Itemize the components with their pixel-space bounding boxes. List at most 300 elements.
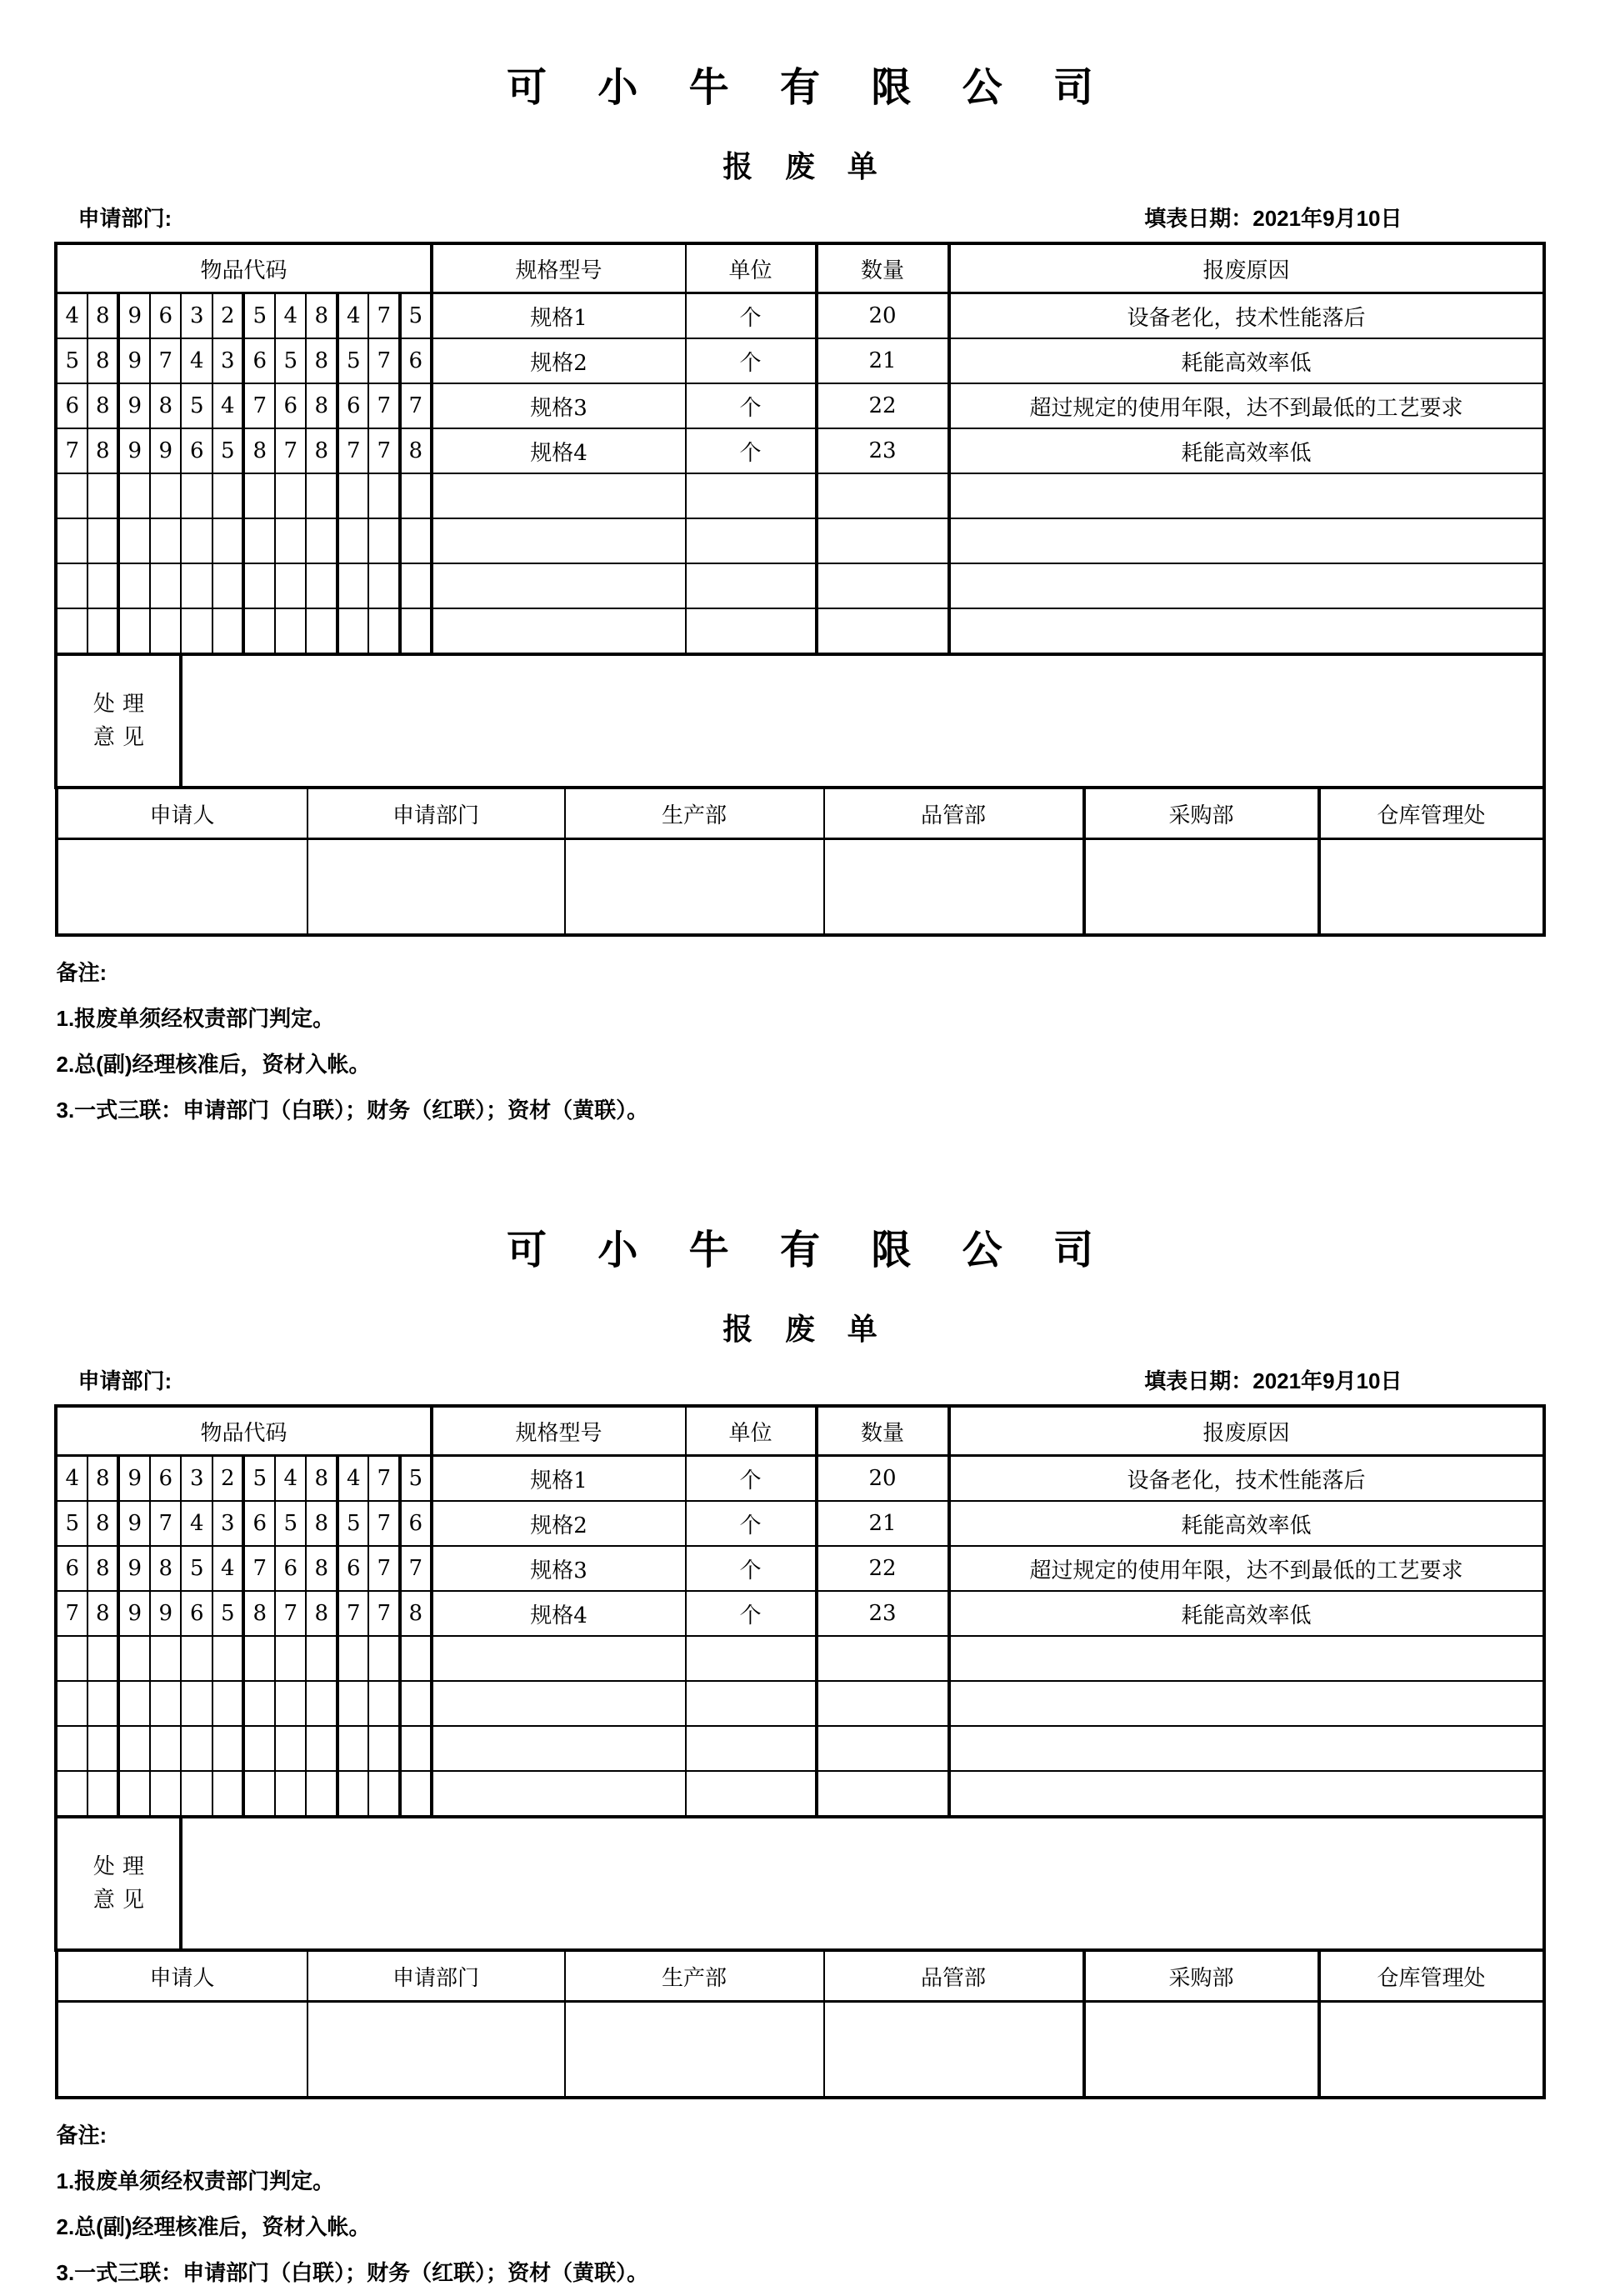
- item-code-digit-cell[interactable]: [400, 1636, 432, 1681]
- item-code-digit-cell: 8: [306, 383, 338, 428]
- header-quantity: 数量: [817, 1406, 949, 1456]
- item-code-digit-cell: 5: [181, 1546, 212, 1591]
- item-code-digit-cell: 4: [181, 338, 212, 383]
- item-code-digit-cell: 5: [400, 293, 432, 339]
- item-code-digit-cell: 8: [306, 1591, 338, 1636]
- signature-body-row: [57, 2002, 1544, 2098]
- spec-model-cell: 规格2: [432, 1501, 686, 1546]
- item-code-digit-cell: 3: [181, 293, 212, 339]
- item-code-digit-cell[interactable]: [150, 473, 182, 518]
- signature-cell[interactable]: [308, 2002, 565, 2098]
- spec-model-cell[interactable]: [432, 563, 686, 608]
- signature-table: [55, 1948, 1546, 2099]
- item-code-digit-cell[interactable]: [150, 608, 182, 654]
- signature-table: [55, 786, 1546, 937]
- unit-cell[interactable]: [686, 1681, 817, 1726]
- spec-model-cell[interactable]: [432, 1636, 686, 1681]
- fill-date-label: 填表日期：2021年9月10日: [1144, 206, 1402, 231]
- unit-cell: 个: [686, 383, 817, 428]
- sig-header-applicant: 申请人: [57, 1950, 308, 2002]
- item-code-digit-cell: 7: [368, 1501, 400, 1546]
- reason-cell: 设备老化，技术性能落后: [949, 293, 1544, 339]
- signature-cell[interactable]: [824, 839, 1084, 936]
- sig-header-warehouse-office: 仓库管理处: [1319, 788, 1544, 839]
- item-code-digit-cell: 7: [368, 383, 400, 428]
- scrap-form: [0, 1228, 1600, 2296]
- form-title: 报 废 单: [722, 1312, 890, 1346]
- department-label: 申请部门:: [78, 1368, 172, 1393]
- item-code-digit-cell[interactable]: [181, 473, 212, 518]
- unit-cell[interactable]: [686, 1771, 817, 1817]
- item-code-digit-cell[interactable]: [338, 563, 369, 608]
- item-code-digit-cell[interactable]: [56, 563, 88, 608]
- reason-cell[interactable]: [949, 563, 1544, 608]
- spec-model-cell[interactable]: [432, 1771, 686, 1817]
- item-code-digit-cell[interactable]: [212, 563, 244, 608]
- spec-model-cell: 规格4: [432, 1591, 686, 1636]
- fill-date-label: 填表日期：2021年9月10日: [1144, 1368, 1402, 1393]
- quantity-cell[interactable]: [817, 1771, 949, 1817]
- item-code-digit-cell[interactable]: [212, 1636, 244, 1681]
- item-code-digit-cell: 6: [400, 338, 432, 383]
- reason-cell[interactable]: [949, 473, 1544, 518]
- item-code-digit-cell: 4: [338, 293, 369, 339]
- item-code-digit-cell[interactable]: [368, 518, 400, 563]
- item-code-digit-cell[interactable]: [181, 1726, 212, 1771]
- item-code-digit-cell[interactable]: [88, 518, 119, 563]
- reason-cell: 超过规定的使用年限，达不到最低的工艺要求: [949, 1546, 1544, 1591]
- item-code-digit-cell: 9: [118, 383, 150, 428]
- item-code-digit-cell[interactable]: [338, 473, 369, 518]
- item-code-digit-cell[interactable]: [56, 608, 88, 654]
- sig-header-production-dept: 生产部: [565, 788, 824, 839]
- empty-item-row: [56, 608, 1543, 654]
- item-code-digit-cell: 9: [118, 338, 150, 383]
- note-item: 1.报废单须经权责部门判定。: [56, 1006, 335, 1031]
- item-code-digit-cell[interactable]: [212, 473, 244, 518]
- item-code-digit-cell: 8: [306, 428, 338, 473]
- quantity-cell[interactable]: [817, 1681, 949, 1726]
- item-code-digit-cell[interactable]: [338, 1681, 369, 1726]
- item-code-digit-cell[interactable]: [338, 1726, 369, 1771]
- item-code-digit-cell: 7: [368, 1591, 400, 1636]
- disposal-opinion-label: [56, 1817, 181, 1950]
- item-code-digit-cell[interactable]: [118, 1771, 150, 1817]
- meta-row: [57, 1368, 1544, 1394]
- quantity-cell: 20: [817, 1456, 949, 1502]
- items-table-body: [56, 293, 1543, 655]
- item-code-digit-cell[interactable]: [275, 1636, 307, 1681]
- item-code-digit-cell[interactable]: [400, 1771, 432, 1817]
- item-code-digit-cell: 7: [56, 428, 88, 473]
- empty-item-row: [56, 518, 1543, 563]
- item-code-digit-cell[interactable]: [118, 563, 150, 608]
- note-item: 2.总(副)经理核准后，资材入帐。: [56, 2214, 371, 2239]
- item-code-digit-cell[interactable]: [243, 1636, 275, 1681]
- unit-cell: 个: [686, 1501, 817, 1546]
- disposal-label-line: 意见: [92, 1888, 152, 1913]
- spec-model-cell: 规格1: [432, 1456, 686, 1502]
- item-code-digit-cell[interactable]: [338, 1636, 369, 1681]
- unit-cell[interactable]: [686, 518, 817, 563]
- signature-cell[interactable]: [57, 839, 308, 936]
- item-code-digit-cell: 8: [400, 1591, 432, 1636]
- item-code-digit-cell: 3: [181, 1456, 212, 1502]
- item-code-digit-cell: 8: [306, 1546, 338, 1591]
- item-code-digit-cell[interactable]: [150, 1771, 182, 1817]
- notes-label: 备注:: [56, 960, 108, 985]
- item-code-digit-cell[interactable]: [212, 1771, 244, 1817]
- items-table: [54, 1404, 1545, 1952]
- item-code-digit-cell: 5: [212, 1591, 244, 1636]
- disposal-row: [56, 654, 1543, 788]
- item-code-digit-cell[interactable]: [275, 1726, 307, 1771]
- item-code-digit-cell[interactable]: [400, 518, 432, 563]
- item-code-digit-cell: 7: [243, 1546, 275, 1591]
- item-code-digit-cell[interactable]: [400, 563, 432, 608]
- quantity-cell[interactable]: [817, 1636, 949, 1681]
- reason-cell: 耗能高效率低: [949, 428, 1544, 473]
- item-code-digit-cell[interactable]: [400, 1681, 432, 1726]
- item-code-digit-cell[interactable]: [150, 1681, 182, 1726]
- item-code-digit-cell: 6: [275, 1546, 307, 1591]
- signature-cell[interactable]: [308, 839, 565, 936]
- item-code-digit-cell: 9: [150, 428, 182, 473]
- item-code-digit-cell[interactable]: [88, 1771, 119, 1817]
- item-code-digit-cell[interactable]: [306, 1771, 338, 1817]
- item-code-digit-cell[interactable]: [275, 473, 307, 518]
- item-code-digit-cell: 7: [338, 428, 369, 473]
- item-code-digit-cell[interactable]: [56, 1636, 88, 1681]
- item-code-digit-cell: 6: [338, 1546, 369, 1591]
- item-code-digit-cell: 8: [88, 1456, 119, 1502]
- empty-item-row: [56, 473, 1543, 518]
- disposal-label-line: 处理: [92, 692, 152, 717]
- item-code-digit-cell: 2: [212, 293, 244, 339]
- item-code-digit-cell: 8: [88, 1591, 119, 1636]
- item-code-digit-cell: 7: [368, 293, 400, 339]
- item-code-digit-cell[interactable]: [243, 1771, 275, 1817]
- item-code-digit-cell: 7: [243, 383, 275, 428]
- item-code-digit-cell[interactable]: [56, 473, 88, 518]
- item-code-digit-cell[interactable]: [88, 473, 119, 518]
- item-code-digit-cell[interactable]: [306, 473, 338, 518]
- sig-header-quality-dept: 品管部: [824, 788, 1084, 839]
- item-code-digit-cell[interactable]: [150, 1726, 182, 1771]
- item-code-digit-cell: 9: [118, 293, 150, 339]
- item-code-digit-cell[interactable]: [118, 518, 150, 563]
- item-code-digit-cell[interactable]: [243, 518, 275, 563]
- item-code-digit-cell[interactable]: [88, 1636, 119, 1681]
- item-code-digit-cell: 6: [275, 383, 307, 428]
- sig-header-quality-dept: 品管部: [824, 1950, 1084, 2002]
- header-unit: 单位: [686, 243, 817, 293]
- item-row: [56, 293, 1543, 339]
- item-code-digit-cell: 9: [118, 1546, 150, 1591]
- header-reason: 报废原因: [949, 243, 1544, 293]
- item-code-digit-cell: 8: [243, 1591, 275, 1636]
- disposal-label-line: 意见: [92, 725, 152, 750]
- department-label: 申请部门:: [78, 206, 172, 231]
- spec-model-cell: 规格2: [432, 338, 686, 383]
- disposal-opinion-area[interactable]: [181, 1817, 1543, 1950]
- spec-model-cell: 规格1: [432, 293, 686, 339]
- spec-model-cell: 规格3: [432, 383, 686, 428]
- signature-cell[interactable]: [57, 2002, 308, 2098]
- item-code-digit-cell[interactable]: [181, 1771, 212, 1817]
- item-code-digit-cell[interactable]: [212, 1681, 244, 1726]
- item-code-digit-cell[interactable]: [88, 563, 119, 608]
- quantity-cell[interactable]: [817, 563, 949, 608]
- item-code-digit-cell: 6: [150, 1456, 182, 1502]
- items-header-row: [56, 243, 1543, 293]
- item-code-digit-cell: 9: [150, 1591, 182, 1636]
- item-row: [56, 1546, 1543, 1591]
- item-code-digit-cell[interactable]: [243, 563, 275, 608]
- item-code-digit-cell[interactable]: [118, 473, 150, 518]
- signature-cell[interactable]: [1319, 839, 1544, 936]
- item-code-digit-cell[interactable]: [275, 608, 307, 654]
- note-item: 2.总(副)经理核准后，资材入帐。: [56, 1052, 371, 1077]
- unit-cell: 个: [686, 1591, 817, 1636]
- quantity-cell[interactable]: [817, 608, 949, 654]
- spec-model-cell[interactable]: [432, 518, 686, 563]
- item-code-digit-cell: 8: [150, 383, 182, 428]
- item-code-digit-cell: 7: [275, 1591, 307, 1636]
- item-code-digit-cell: 8: [88, 338, 119, 383]
- note-item: 3.一式三联：申请部门（白联）；财务（红联）；资材（黄联）。: [56, 2260, 649, 2285]
- item-row: [56, 1456, 1543, 1502]
- item-code-digit-cell: 7: [368, 428, 400, 473]
- reason-cell: 耗能高效率低: [949, 338, 1544, 383]
- unit-cell[interactable]: [686, 1726, 817, 1771]
- item-code-digit-cell: 4: [212, 383, 244, 428]
- item-code-digit-cell[interactable]: [181, 608, 212, 654]
- meta-row: [57, 205, 1544, 232]
- item-code-digit-cell: 8: [306, 338, 338, 383]
- item-code-digit-cell[interactable]: [368, 608, 400, 654]
- item-code-digit-cell: 4: [275, 1456, 307, 1502]
- item-code-digit-cell: 9: [118, 1591, 150, 1636]
- item-code-digit-cell: 6: [243, 338, 275, 383]
- item-code-digit-cell[interactable]: [118, 1681, 150, 1726]
- spec-model-cell[interactable]: [432, 1726, 686, 1771]
- reason-cell[interactable]: [949, 1771, 1544, 1817]
- item-code-digit-cell[interactable]: [400, 608, 432, 654]
- item-code-digit-cell[interactable]: [88, 608, 119, 654]
- unit-cell[interactable]: [686, 608, 817, 654]
- item-code-digit-cell[interactable]: [400, 1726, 432, 1771]
- header-quantity: 数量: [817, 243, 949, 293]
- item-code-digit-cell[interactable]: [243, 1726, 275, 1771]
- item-code-digit-cell[interactable]: [56, 1681, 88, 1726]
- sig-header-purchasing-dept: 采购部: [1084, 788, 1319, 839]
- item-code-digit-cell: 8: [88, 293, 119, 339]
- reason-cell[interactable]: [949, 1726, 1544, 1771]
- item-code-digit-cell[interactable]: [338, 518, 369, 563]
- item-code-digit-cell: 8: [400, 428, 432, 473]
- disposal-opinion-label: [56, 654, 181, 788]
- item-code-digit-cell: 9: [118, 1456, 150, 1502]
- reason-cell[interactable]: [949, 1636, 1544, 1681]
- item-code-digit-cell: 6: [150, 293, 182, 339]
- item-code-digit-cell[interactable]: [88, 1681, 119, 1726]
- item-code-digit-cell[interactable]: [368, 1681, 400, 1726]
- item-code-digit-cell: 7: [150, 1501, 182, 1546]
- reason-cell: 耗能高效率低: [949, 1501, 1544, 1546]
- item-code-digit-cell[interactable]: [243, 1681, 275, 1726]
- item-code-digit-cell: 5: [400, 1456, 432, 1502]
- item-code-digit-cell: 7: [368, 1546, 400, 1591]
- item-code-digit-cell[interactable]: [181, 518, 212, 563]
- header-unit: 单位: [686, 1406, 817, 1456]
- item-code-digit-cell[interactable]: [275, 1771, 307, 1817]
- item-code-digit-cell[interactable]: [243, 473, 275, 518]
- quantity-cell: 23: [817, 428, 949, 473]
- item-code-digit-cell: 2: [212, 1456, 244, 1502]
- signature-body-row: [57, 839, 1544, 936]
- item-code-digit-cell: 3: [212, 1501, 244, 1546]
- spec-model-cell[interactable]: [432, 608, 686, 654]
- note-item: 3.一式三联：申请部门（白联）；财务（红联）；资材（黄联）。: [56, 1098, 649, 1123]
- reason-cell: 设备老化，技术性能落后: [949, 1456, 1544, 1502]
- item-code-digit-cell[interactable]: [150, 1636, 182, 1681]
- item-code-digit-cell[interactable]: [368, 563, 400, 608]
- item-code-digit-cell: 3: [212, 338, 244, 383]
- item-code-digit-cell[interactable]: [338, 608, 369, 654]
- item-row: [56, 383, 1543, 428]
- reason-cell[interactable]: [949, 1681, 1544, 1726]
- item-code-digit-cell: 5: [212, 428, 244, 473]
- item-code-digit-cell[interactable]: [118, 608, 150, 654]
- quantity-cell[interactable]: [817, 1726, 949, 1771]
- empty-item-row: [56, 1771, 1543, 1817]
- item-code-digit-cell[interactable]: [118, 1636, 150, 1681]
- unit-cell[interactable]: [686, 473, 817, 518]
- spec-model-cell: 规格3: [432, 1546, 686, 1591]
- header-item-code: 物品代码: [56, 1406, 431, 1456]
- item-code-digit-cell: 8: [88, 1501, 119, 1546]
- company-title: 可 小 牛 有 限 公 司: [506, 1228, 1114, 1273]
- item-code-digit-cell[interactable]: [56, 1726, 88, 1771]
- item-code-digit-cell[interactable]: [306, 563, 338, 608]
- quantity-cell: 22: [817, 383, 949, 428]
- item-code-digit-cell[interactable]: [400, 473, 432, 518]
- item-code-digit-cell[interactable]: [56, 518, 88, 563]
- spec-model-cell: 规格4: [432, 428, 686, 473]
- item-code-digit-cell: 9: [118, 428, 150, 473]
- sig-header-applicant-department: 申请部门: [308, 1950, 565, 2002]
- unit-cell: 个: [686, 293, 817, 339]
- item-code-digit-cell: 5: [338, 1501, 369, 1546]
- item-code-digit-cell[interactable]: [338, 1771, 369, 1817]
- signature-cell[interactable]: [1084, 839, 1319, 936]
- quantity-cell[interactable]: [817, 518, 949, 563]
- item-code-digit-cell[interactable]: [368, 1771, 400, 1817]
- item-code-digit-cell: 5: [243, 1456, 275, 1502]
- item-code-digit-cell: 7: [400, 383, 432, 428]
- item-code-digit-cell: 7: [400, 1546, 432, 1591]
- item-code-digit-cell: 6: [338, 383, 369, 428]
- item-code-digit-cell: 6: [56, 1546, 88, 1591]
- sig-header-purchasing-dept: 采购部: [1084, 1950, 1319, 2002]
- empty-item-row: [56, 1726, 1543, 1771]
- item-code-digit-cell[interactable]: [56, 1771, 88, 1817]
- reason-cell[interactable]: [949, 518, 1544, 563]
- item-code-digit-cell[interactable]: [306, 608, 338, 654]
- signature-cell[interactable]: [565, 2002, 824, 2098]
- company-title: 可 小 牛 有 限 公 司: [506, 66, 1114, 110]
- quantity-cell: 22: [817, 1546, 949, 1591]
- item-code-digit-cell[interactable]: [368, 473, 400, 518]
- item-code-digit-cell[interactable]: [243, 608, 275, 654]
- item-code-digit-cell[interactable]: [212, 1726, 244, 1771]
- form-title: 报 废 单: [722, 149, 890, 183]
- signature-cell[interactable]: [565, 839, 824, 936]
- item-code-digit-cell: 5: [243, 293, 275, 339]
- reason-cell[interactable]: [949, 608, 1544, 654]
- item-code-digit-cell[interactable]: [275, 563, 307, 608]
- spec-model-cell[interactable]: [432, 473, 686, 518]
- disposal-row: [56, 1817, 1543, 1950]
- item-code-digit-cell: 5: [56, 338, 88, 383]
- unit-cell: 个: [686, 338, 817, 383]
- unit-cell[interactable]: [686, 563, 817, 608]
- items-table: [54, 242, 1545, 789]
- unit-cell: 个: [686, 1456, 817, 1502]
- signature-cell[interactable]: [824, 2002, 1084, 2098]
- signature-cell[interactable]: [1319, 2002, 1544, 2098]
- item-code-digit-cell[interactable]: [181, 1681, 212, 1726]
- item-code-digit-cell[interactable]: [275, 1681, 307, 1726]
- item-code-digit-cell[interactable]: [212, 518, 244, 563]
- item-code-digit-cell: 4: [56, 1456, 88, 1502]
- disposal-opinion-area[interactable]: [181, 654, 1543, 788]
- reason-cell: 超过规定的使用年限，达不到最低的工艺要求: [949, 383, 1544, 428]
- item-code-digit-cell: 5: [275, 1501, 307, 1546]
- item-code-digit-cell[interactable]: [275, 518, 307, 563]
- empty-item-row: [56, 1636, 1543, 1681]
- item-code-digit-cell[interactable]: [181, 1636, 212, 1681]
- signature-cell[interactable]: [1084, 2002, 1319, 2098]
- item-code-digit-cell: 6: [181, 428, 212, 473]
- item-code-digit-cell: 8: [88, 1546, 119, 1591]
- item-code-digit-cell: 8: [88, 383, 119, 428]
- item-code-digit-cell[interactable]: [368, 1636, 400, 1681]
- quantity-cell[interactable]: [817, 473, 949, 518]
- item-code-digit-cell: 7: [275, 428, 307, 473]
- item-code-digit-cell: 8: [243, 428, 275, 473]
- item-code-digit-cell[interactable]: [118, 1726, 150, 1771]
- item-code-digit-cell[interactable]: [306, 1726, 338, 1771]
- unit-cell[interactable]: [686, 1636, 817, 1681]
- unit-cell: 个: [686, 428, 817, 473]
- item-code-digit-cell: 8: [150, 1546, 182, 1591]
- item-code-digit-cell[interactable]: [368, 1726, 400, 1771]
- item-code-digit-cell: 6: [400, 1501, 432, 1546]
- item-code-digit-cell[interactable]: [181, 563, 212, 608]
- spec-model-cell[interactable]: [432, 1681, 686, 1726]
- item-code-digit-cell[interactable]: [150, 563, 182, 608]
- item-code-digit-cell[interactable]: [150, 518, 182, 563]
- item-code-digit-cell[interactable]: [88, 1726, 119, 1771]
- item-code-digit-cell[interactable]: [212, 608, 244, 654]
- quantity-cell: 20: [817, 293, 949, 339]
- item-code-digit-cell: 5: [338, 338, 369, 383]
- item-code-digit-cell[interactable]: [306, 518, 338, 563]
- item-code-digit-cell[interactable]: [306, 1681, 338, 1726]
- item-code-digit-cell[interactable]: [306, 1636, 338, 1681]
